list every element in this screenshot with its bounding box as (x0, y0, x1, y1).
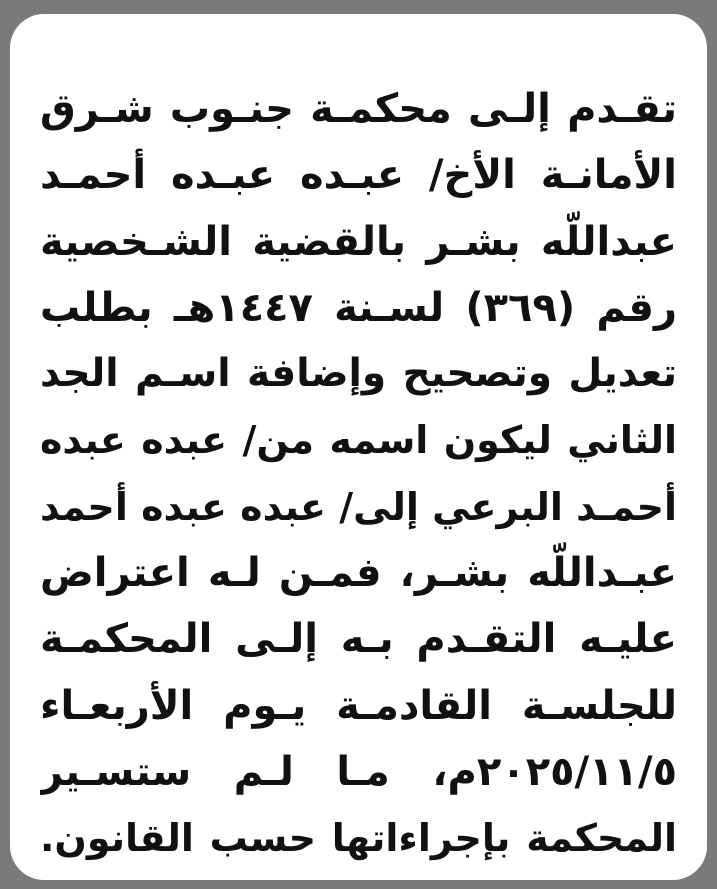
notice-line: عليـه التقـدم بـه إلـى المحكمـة (40, 616, 677, 663)
notice-line: المحكمة بإجراءاتها حسب القانون. (40, 816, 677, 861)
notice-line: عبـداللّه بشـر، فمـن لـه اعتراض (40, 550, 677, 597)
notice-line: تعديل وتصحيح وإضافة اسـم الجد (40, 351, 677, 397)
notice-line: الأمانـة الأخ/ عبـده عبـده أحمـد (40, 152, 677, 199)
notice-line: الثاني ليكون اسمه من/ عبده عبده (40, 418, 677, 463)
notice-line: أحمـد البرعي إلى/ عبده عبده أحمد (40, 484, 677, 529)
notice-line: ٢٠٢٥/١١/٥م، مـا لـم ستسـير (40, 748, 677, 795)
notice-line: للجلسـة القادمـة يـوم الأربعـاء (40, 682, 677, 729)
notice-line: عبداللّه بشـر بالقضية الشـخصية (40, 218, 677, 265)
notice-line: تقـدم إلـى محكمـة جنـوب شـرق (40, 86, 677, 132)
notice-text (40, 76, 677, 872)
notice-frame (10, 14, 707, 880)
notice-line: رقم (٣٦٩) لسـنة ١٤٤٧هـ بطلب (40, 284, 677, 331)
